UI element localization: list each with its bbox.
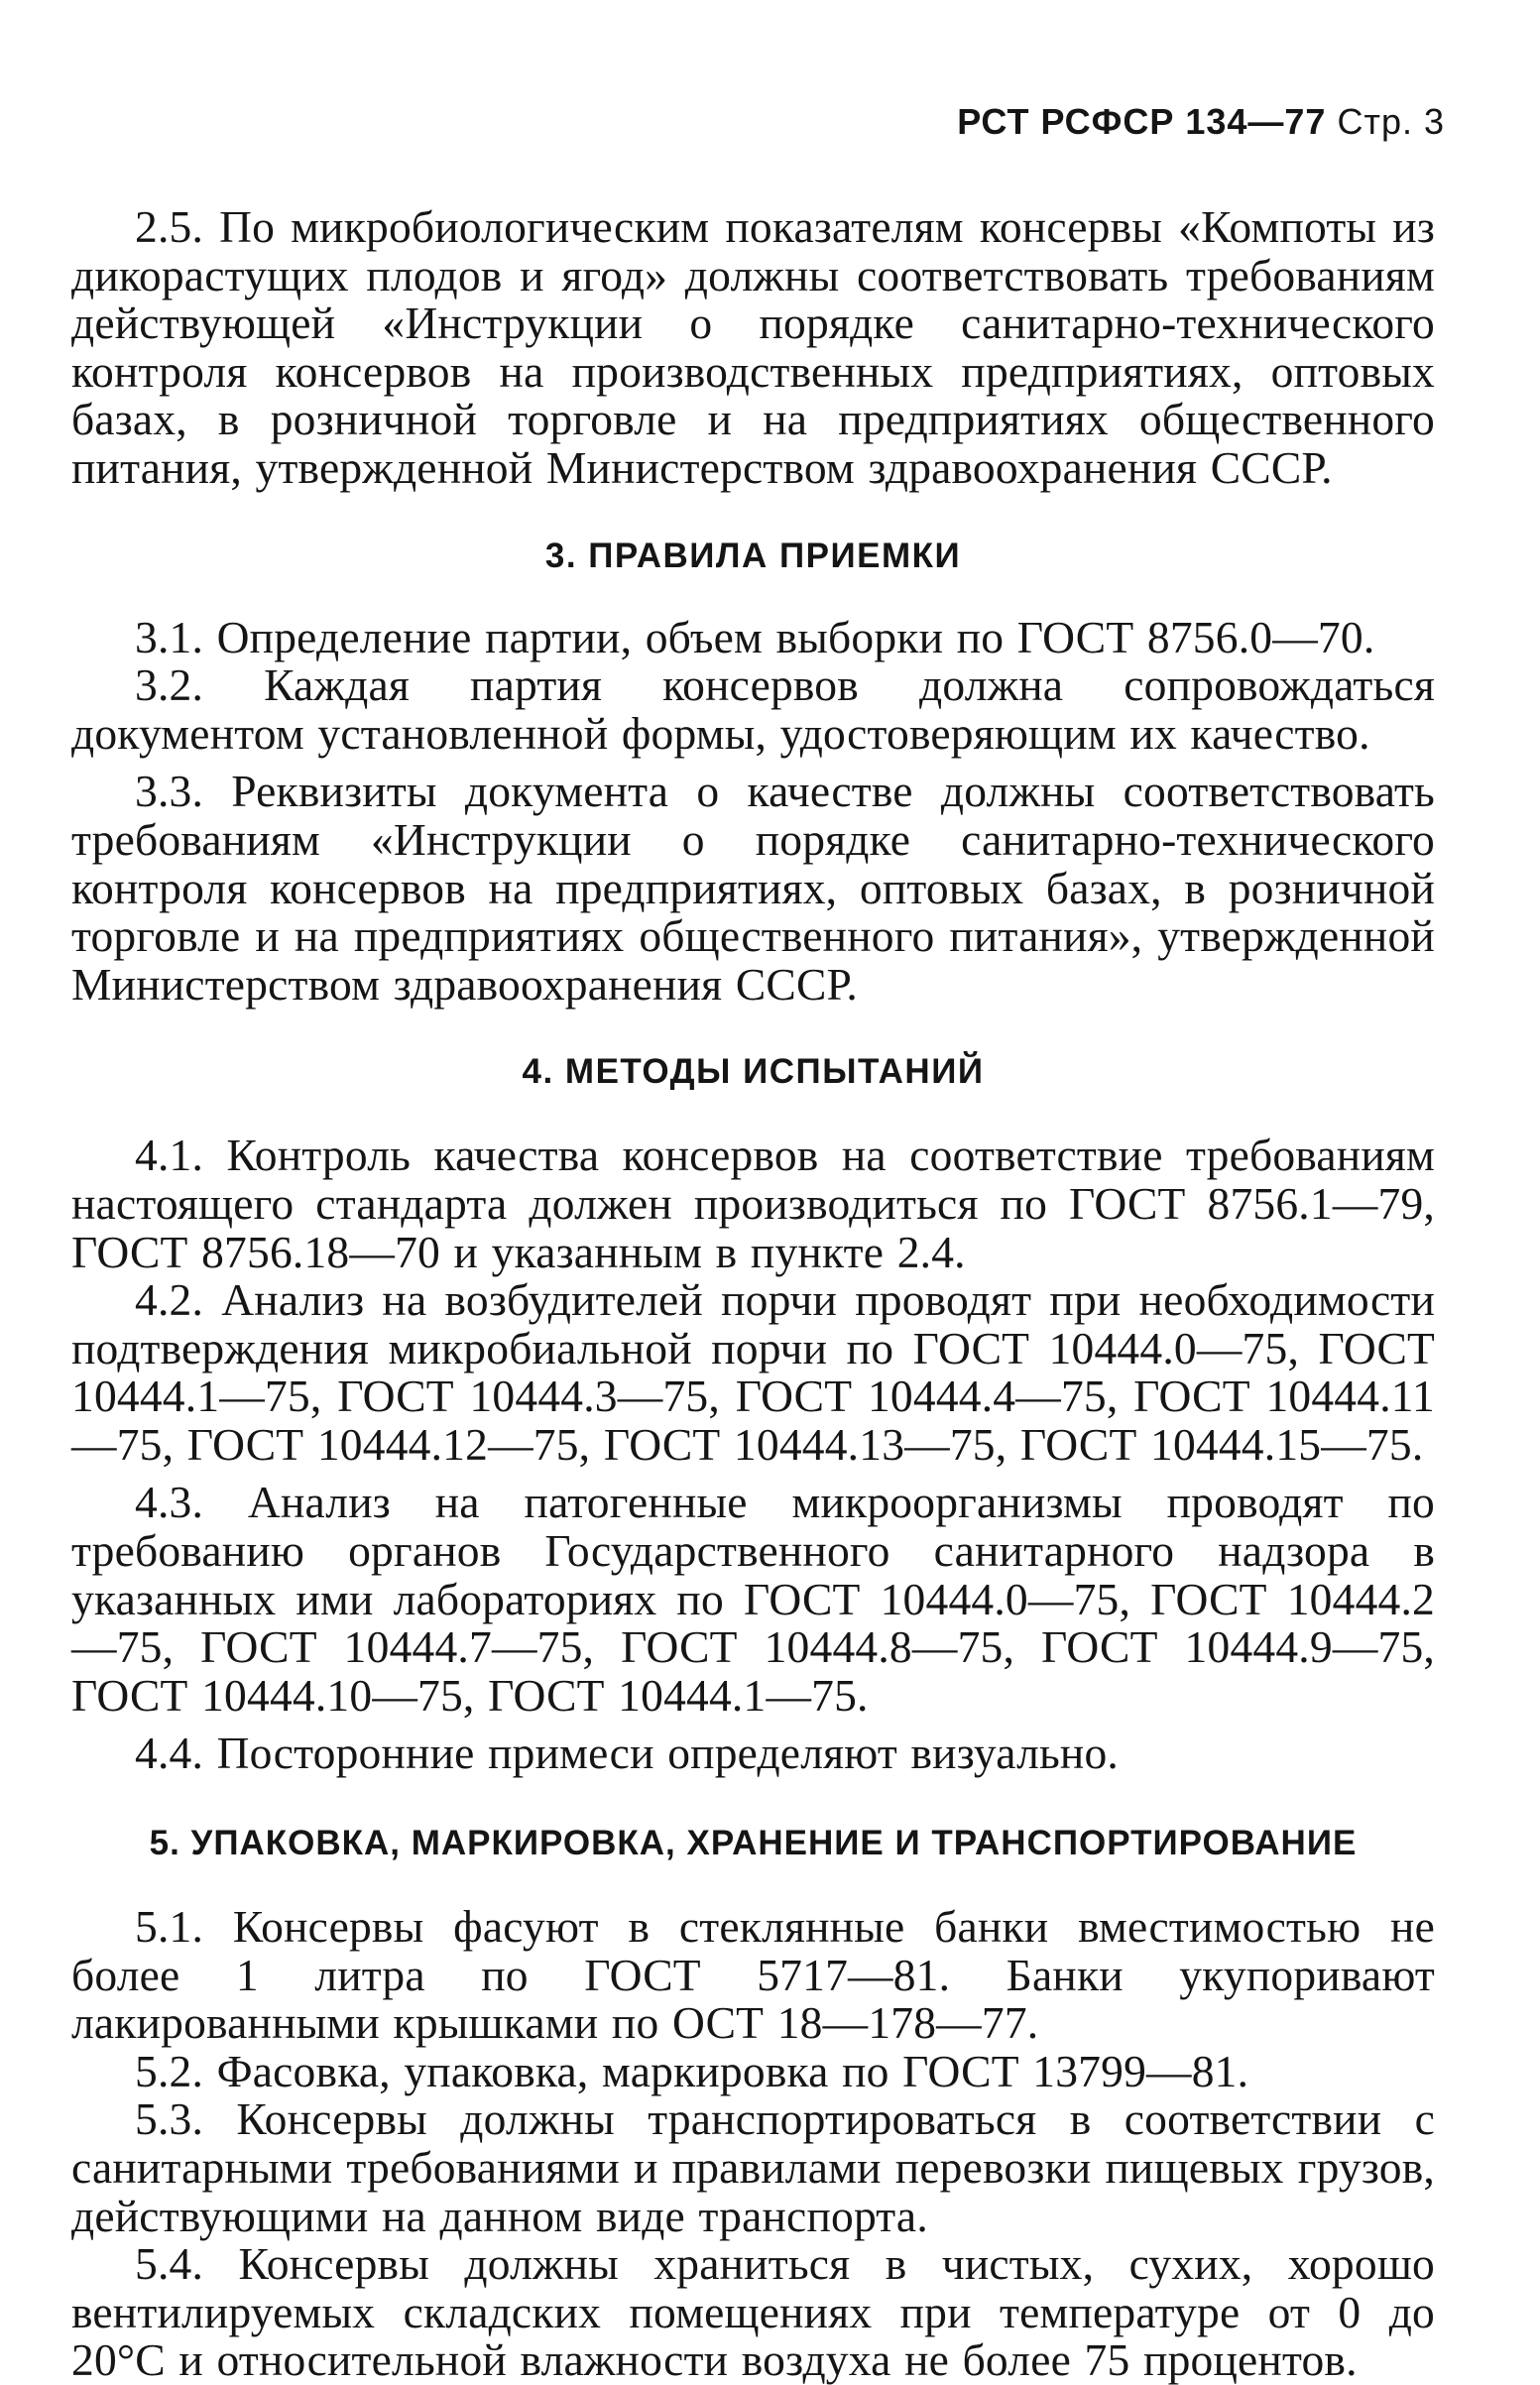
section-5-heading: 5. УПАКОВКА, МАРКИРОВКА, ХРАНЕНИЕ И ТРАНСПОРТИРОВАНИЕ [149, 1824, 1358, 1863]
paragraph-4-1: 4.1. Контроль качества консервов на соответствие требованиям настоящего стандарта должен производиться по ГОСТ 8756.1—79, ГОСТ 8756.18—70 и указанным в пункте 2.4. [71, 1130, 1435, 1277]
document-body [71, 203, 1435, 2385]
page-number: Стр. 3 [1337, 101, 1445, 142]
paragraph-3-2: 3.2. Каждая партия консервов должна сопровождаться документом установленной формы, удостоверяющим их качество. [71, 659, 1435, 759]
paragraph-5-2: 5.2. Фасовка, упаковка, маркировка по ГОСТ 13799—81. [135, 2045, 1249, 2096]
paragraph-4-3: 4.3. Анализ на патогенные микроорганизмы проводят по требованию органов Государственного санитарного надзора в указанных ими лабораториях по ГОСТ 10444.0—75, ГОСТ 10444.2—75, ГОСТ 10444.7—75, ГОСТ 10444.8—75, ГОСТ 10444.9—75, ГОСТ 10444.10—75, ГОСТ 10444.1—75. [71, 1477, 1435, 1721]
section-4-heading: 4. МЕТОДЫ ИСПЫТАНИЙ [522, 1052, 985, 1092]
section-3-heading: 3. ПРАВИЛА ПРИЕМКИ [544, 536, 962, 575]
paragraph-2-5: 2.5. По микробиологическим показателям консервы «Компоты из дикорастущих плодов и ягод» должны соответствовать требованиям действующей «Инструкции о порядке санитарно-технического контроля консервов на производственных предприятиях, оптовых базах, в розничной торговле и на предприятиях общественного питания, утвержденной Министерством здравоохранения СССР. [71, 201, 1435, 493]
standard-code: РСТ РСФСР 134—77 [957, 101, 1327, 142]
paragraph-5-4: 5.4. Консервы должны храниться в чистых, сухих, хорошо вентилируемых складских помещениях при температуре от 0 до 20°С и относительной влажности воздуха не более 75 процентов. [71, 2238, 1435, 2385]
paragraph-4-2: 4.2. Анализ на возбудителей порчи проводят при необходимости подтверждения микробиальной порчи по ГОСТ 10444.0—75, ГОСТ 10444.1—75, ГОСТ 10444.3—75, ГОСТ 10444.4—75, ГОСТ 10444.11—75, ГОСТ 10444.12—75, ГОСТ 10444.13—75, ГОСТ 10444.15—75. [71, 1274, 1435, 1470]
paragraph-3-1: 3.1. Определение партии, объем выборки по ГОСТ 8756.0—70. [135, 611, 1375, 662]
paragraph-4-4: 4.4. Посторонние примеси определяют визуально. [135, 1728, 1120, 1779]
paragraph-5-1: 5.1. Консервы фасуют в стеклянные банки вместимостью не более 1 литра по ГОСТ 5717—81. Банки укупоривают лакированными крышками по ОСТ 18—178—77. [71, 1901, 1435, 2049]
paragraph-5-3: 5.3. Консервы должны транспортироваться в соответствии с санитарными требованиями и правилами перевозки пищевых грузов, действующими на данном виде транспорта. [71, 2093, 1435, 2241]
paragraph-3-3: 3.3. Реквизиты документа о качестве должны соответствовать требованиям «Инструкции о порядке санитарно-технического контроля консервов на предприятиях, оптовых базах, в розничной торговле и на предприятиях общественного питания», утвержденной Министерством здравоохранения СССР. [71, 766, 1435, 1010]
page-header [957, 101, 1445, 143]
